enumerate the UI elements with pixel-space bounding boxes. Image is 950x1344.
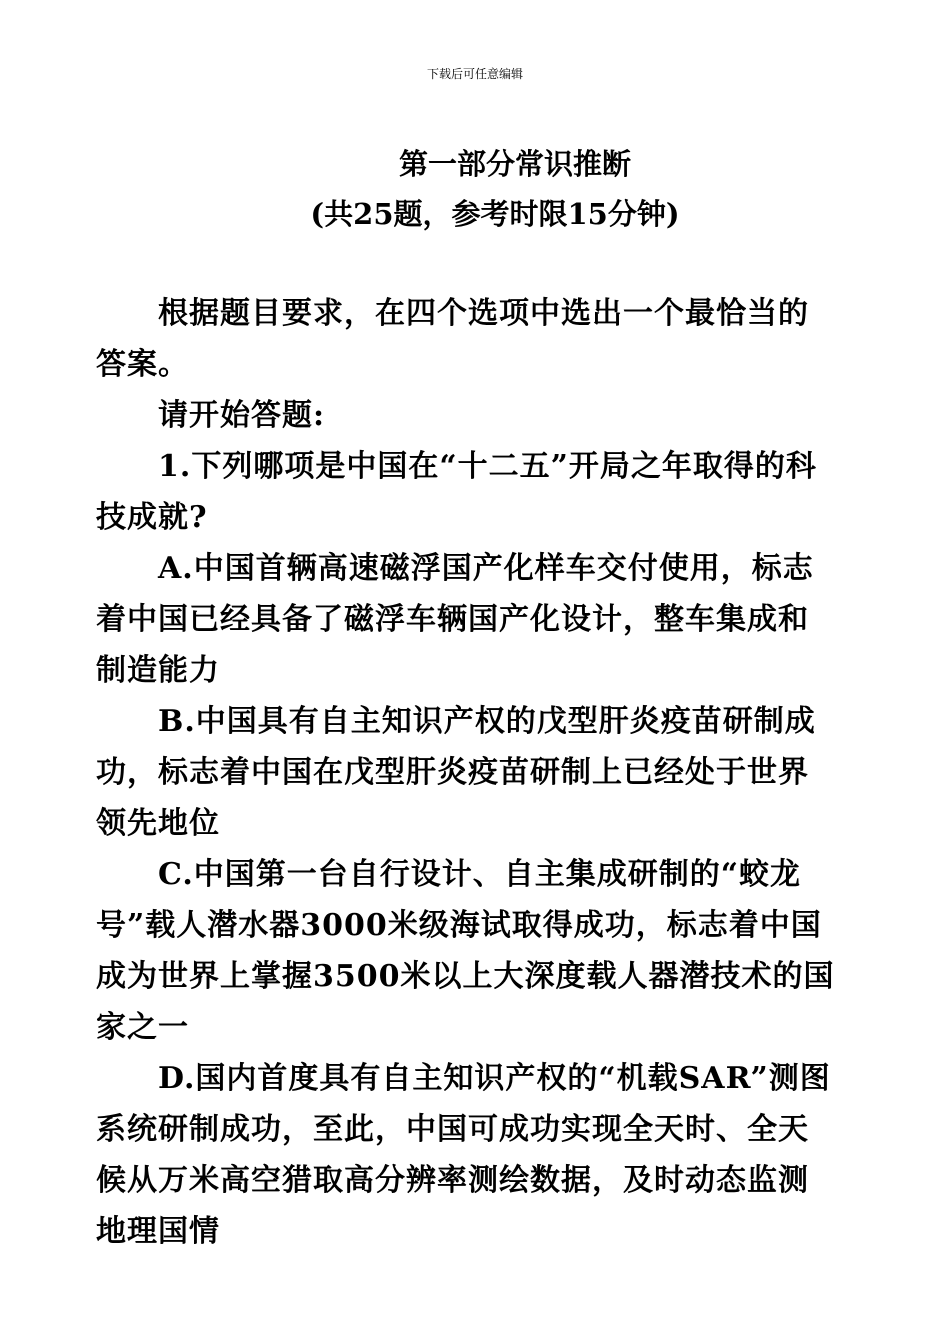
option-a: A.中国首辆高速磁浮国产化样车交付使用，标志着中国已经具备了磁浮车辆国产化设计，整车集成和制造能力	[96, 551, 814, 688]
instructions-intro: 根据题目要求，在四个选项中选出一个最恰当的答案。	[96, 296, 809, 382]
section-title: 第一部分常识推断	[398, 147, 631, 181]
header-note: 下载后可任意编辑	[426, 67, 523, 81]
question-stem: 1.下列哪项是中国在“十二五”开局之年取得的科技成就?	[96, 449, 817, 535]
section-subtitle: (共25题，参考时限15分钟)	[310, 197, 680, 231]
option-c: C.中国第一台自行设计、自主集成研制的“蛟龙号”载人潜水器3000米级海试取得成功，标志着中国成为世界上掌握3500米以上大深度载人器潜技术的国家之一	[96, 857, 835, 1045]
document-body	[96, 288, 838, 1257]
option-b: B.中国具有自主知识产权的戊型肝炎疫苗研制成功，标志着中国在戊型肝炎疫苗研制上已经处于世界领先地位	[96, 704, 816, 841]
option-d: D.国内首度具有自主知识产权的“机载SAR”测图系统研制成功，至此，中国可成功实现全天时、全天候从万米高空猎取高分辨率测绘数据，及时动态监测地理国情	[96, 1061, 831, 1249]
instructions-start: 请开始答题:	[158, 398, 326, 433]
